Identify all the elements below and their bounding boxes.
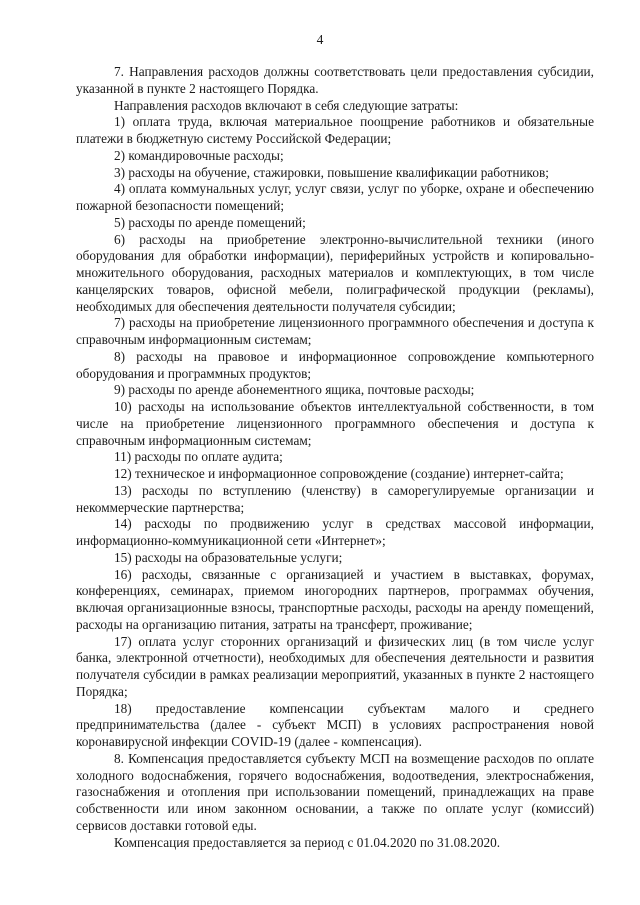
paragraph-7-directions: 7. Направления расходов должны соответствовать цели предоставления субсидии, указанной в пункте 2 настоящего Порядка. xyxy=(76,64,594,96)
list-item-7: 7) расходы на приобретение лицензионного программного обеспечения и доступа к справочным информационным системам; xyxy=(76,315,594,347)
document-body xyxy=(76,64,594,851)
list-item-13: 13) расходы по вступлению (членству) в саморегулируемые организации и некоммерческие партнерства; xyxy=(76,482,594,515)
list-item-4: 4) оплата коммунальных услуг, услуг связи, услуг по уборке, охране и обеспечению пожарной безопасности помещений; xyxy=(76,181,594,213)
list-item-1: 1) оплата труда, включая материальное поощрение работников и обязательные платежи в бюджетную систему Российской Федерации; xyxy=(76,114,594,146)
paragraph-8-compensation: 8. Компенсация предоставляется субъекту МСП на возмещение расходов по оплате холодного водоснабжения, горячего водоснабжения, водоотведения, электроснабжения, газоснабжения и отопления при использовании помещений, принадлежащих на праве собственности или ином законном основании, а также по оплате услуг (комиссий) сервисов доставки готовой еды. xyxy=(76,750,594,833)
list-item-16: 16) расходы, связанные с организацией и участием в выставках, форумах, конференциях, семинарах, приемом иногородних партнеров, программах обучения, включая организационные взносы, транспортные расходы, расходы на аренду помещений, расходы на организацию питания, затраты на трансферт, проживание; xyxy=(76,566,594,632)
page-number: 4 xyxy=(316,32,324,47)
list-item-17: 17) оплата услуг сторонних организаций и физических лиц (в том числе услуг банка, электронной отчетности), необходимых для обеспечения деятельности и развития получателя субсидии в рамках реализации мероприятий, указанных в пункте 2 настоящего Порядка; xyxy=(76,633,594,699)
list-item-5: 5) расходы по аренде помещений; xyxy=(114,214,306,230)
list-item-14: 14) расходы по продвижению услуг в средствах массовой информации, информационно-коммуникационной сети «Интернет»; xyxy=(76,516,594,548)
paragraph-compensation-period: Компенсация предоставляется за период с 01.04.2020 по 31.08.2020. xyxy=(114,834,501,850)
list-item-10: 10) расходы на использование объектов интеллектуальной собственности, в том числе на приобретение лицензионного программного обеспечения и доступа к справочным информационным системам; xyxy=(76,399,594,448)
list-item-18: 18) предоставление компенсации субъектам малого и среднего предпринимательства (далее - субъект МСП) в условиях распространения новой коронавирусной инфекции COVID-19 (далее - компенсация). xyxy=(76,700,594,749)
list-item-15: 15) расходы на образовательные услуги; xyxy=(114,549,343,565)
list-item-11: 11) расходы по оплате аудита; xyxy=(114,449,283,465)
list-item-9: 9) расходы по аренде абонементного ящика, почтовые расходы; xyxy=(114,382,475,398)
list-item-6: 6) расходы на приобретение электронно-вычислительной техники (иного оборудования для обработки информации), периферийных устройств и копировально-множительного оборудования, расходных материалов и комплектующих, в том числе канцелярских товаров, офисной мебели, полиграфической продукции (рекламы), необходимых для обеспечения деятельности получателя субсидии; xyxy=(76,231,594,314)
list-item-12: 12) техническое и информационное сопровождение (создание) интернет-сайта; xyxy=(114,466,564,481)
paragraph-expenses-intro: Направления расходов включают в себя следующие затраты: xyxy=(114,97,459,113)
list-item-3: 3) расходы на обучение, стажировки, повышение квалификации работников; xyxy=(114,164,549,180)
list-item-8: 8) расходы на правовое и информационное сопровождение компьютерного оборудования и программных продуктов; xyxy=(76,348,594,381)
list-item-2: 2) командировочные расходы; xyxy=(114,147,284,163)
